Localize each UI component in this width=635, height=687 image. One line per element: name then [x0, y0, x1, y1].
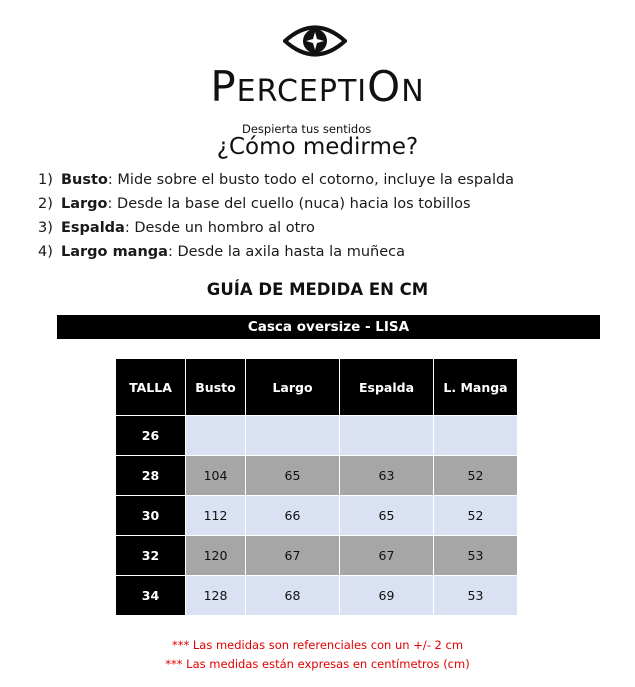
- step-item: 4) Largo manga: Desde la axila hasta la muñeca: [38, 244, 405, 260]
- cell: [434, 416, 518, 456]
- table-row: [116, 416, 518, 456]
- step-item: 2) Largo: Desde la base del cuello (nuca) hacia los tobillos: [38, 196, 471, 212]
- cell: 52: [434, 496, 518, 536]
- cell: 104: [186, 456, 246, 496]
- header-busto: Busto: [186, 359, 246, 416]
- cell-talla: 26: [116, 416, 186, 456]
- cell: [340, 416, 434, 456]
- cell-talla: 30: [116, 496, 186, 536]
- table-row: [116, 536, 518, 576]
- table-row: [116, 456, 518, 496]
- table-row: [116, 576, 518, 616]
- cell: [186, 416, 246, 456]
- brand-name: PERCEPTION: [210, 62, 425, 111]
- size-table: [115, 358, 518, 616]
- note-text: *** Las medidas están expresas en centímetros (cm): [165, 657, 470, 671]
- cell-talla: 34: [116, 576, 186, 616]
- cell: 69: [340, 576, 434, 616]
- header-manga: L. Manga: [434, 359, 518, 416]
- step-item: 1) Busto: Mide sobre el busto todo el cotorno, incluye la espalda: [38, 172, 515, 188]
- eye-star-icon: [283, 22, 347, 60]
- page-title: ¿Cómo medirme?: [216, 134, 419, 160]
- header-talla: TALLA: [116, 359, 186, 416]
- cell: 52: [434, 456, 518, 496]
- product-banner: Casca oversize - LISA: [57, 315, 600, 339]
- cell: 67: [340, 536, 434, 576]
- brand-logo: [0, 18, 635, 136]
- cell: 65: [340, 496, 434, 536]
- notes: [0, 636, 635, 674]
- table-header-row: [116, 359, 518, 416]
- brand-tagline: Despierta tus sentidos: [242, 122, 372, 136]
- header-espalda: Espalda: [340, 359, 434, 416]
- cell: 66: [246, 496, 340, 536]
- cell: 68: [246, 576, 340, 616]
- step-item: 3) Espalda: Desde un hombro al otro: [38, 220, 315, 236]
- cell-talla: 32: [116, 536, 186, 576]
- table-row: [116, 496, 518, 536]
- header-largo: Largo: [246, 359, 340, 416]
- cell: 128: [186, 576, 246, 616]
- cell: 120: [186, 536, 246, 576]
- measure-steps: [38, 170, 514, 266]
- cell-talla: 28: [116, 456, 186, 496]
- cell: 53: [434, 576, 518, 616]
- guide-title: GUÍA DE MEDIDA EN CM: [206, 280, 429, 299]
- note-text: *** Las medidas son referenciales con un +/- 2 cm: [171, 638, 464, 652]
- cell: [246, 416, 340, 456]
- cell: 65: [246, 456, 340, 496]
- cell: 53: [434, 536, 518, 576]
- cell: 63: [340, 456, 434, 496]
- cell: 67: [246, 536, 340, 576]
- cell: 112: [186, 496, 246, 536]
